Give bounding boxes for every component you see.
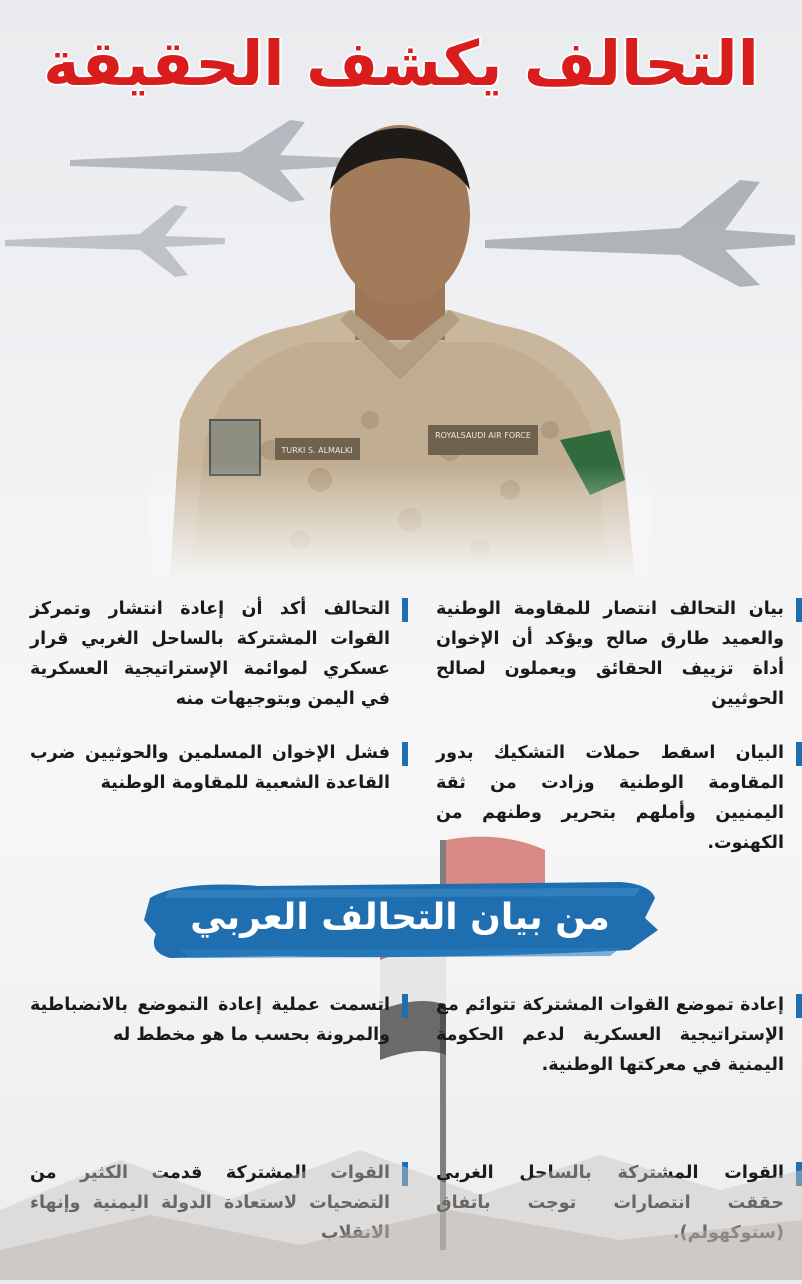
banner-label: من بيان التحالف العربي [190,897,610,938]
statement-item: اتسمت عملية إعادة التموضع بالانضباطية والمرونة بحسب ما هو مخطط له [30,990,408,1050]
bullet-bar [402,994,408,1018]
statement-item: إعادة تموضع القوات المشتركة تتوائم مع الإستراتيجية العسكرية لدعم الحكومة اليمنية في معركتها الوطنية. [436,990,802,1080]
officer-portrait [150,120,650,580]
bullet-bar [796,742,802,766]
page-title: التحالف يكشف الحقيقة [43,27,759,100]
statement-item: بيان التحالف انتصار للمقاومة الوطنية والعميد طارق صالح ويؤكد أن الإخوان أداة تزييف الحقائق ويعملون لصالح الحوثيين [436,594,802,714]
statement-item: فشل الإخوان المسلمين والحوثيين ضرب القاعدة الشعبية للمقاومة الوطنية [30,738,408,798]
mountains-background [0,1120,802,1280]
bullet-bar [402,598,408,622]
bullet-bar [796,994,802,1018]
statement-item: القوات المشتركة بالساحل الغربي حققت انتصارات توجت باتفاق (ستوكهولم). [436,1158,802,1248]
bullet-bar [402,742,408,766]
statement-item: القوات المشتركة قدمت الكثير من التضحيات لاستعادة الدولة اليمنية وإنهاء الانقلاب [30,1158,408,1248]
statement-item: البيان اسقط حملات التشكيك بدور المقاومة الوطنية وزادت من ثقة اليمنيين وأملهم بتحرير وطنهم من الكهنوت. [436,738,802,858]
bullet-bar [796,598,802,622]
statement-item: التحالف أكد أن إعادة انتشار وتمركز القوات المشتركة بالساحل الغربي قرار عسكري لموائمة الإستراتيجية العسكرية في اليمن وبتوجيهات منه [30,594,408,714]
